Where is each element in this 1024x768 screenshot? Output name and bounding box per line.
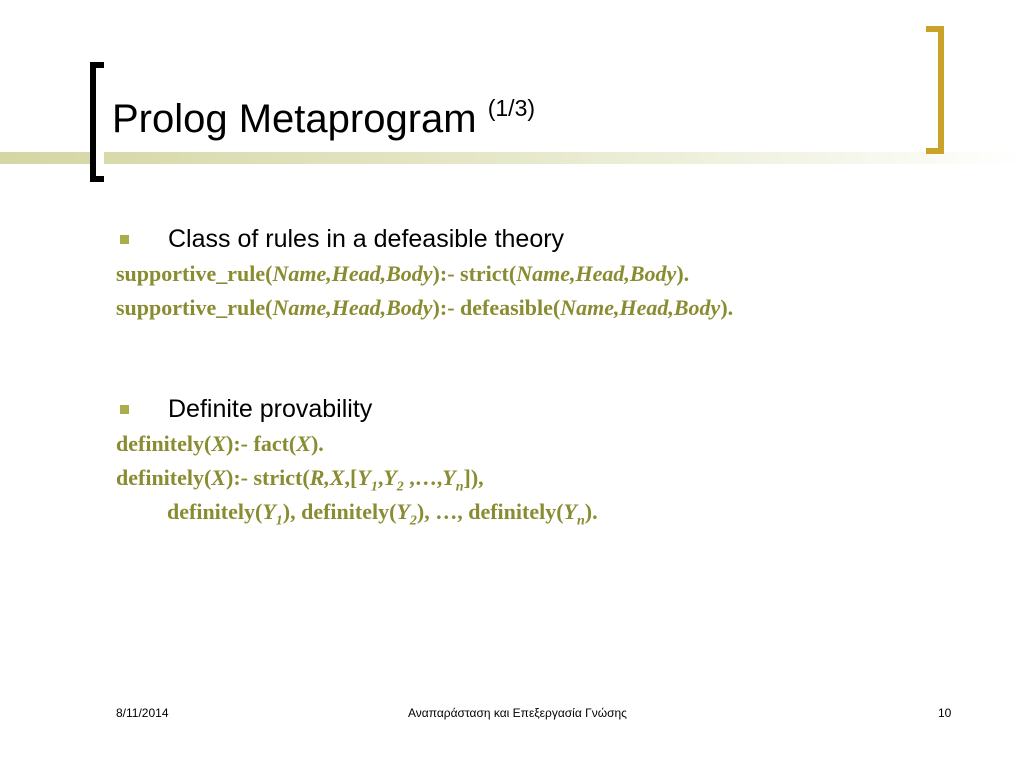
slide-title-text: Prolog Metaprogram xyxy=(112,97,477,141)
code-subscript: n xyxy=(455,479,464,495)
bullet-square-icon xyxy=(120,235,129,244)
code-token: ,…, xyxy=(403,465,443,490)
code-token: ):- fact( xyxy=(226,431,297,456)
code-token-italic: Y xyxy=(262,499,276,524)
left-bracket-decoration xyxy=(90,62,104,182)
code-token-italic: Name,Head,Body xyxy=(560,295,721,320)
code-token-italic: Name,Head,Body xyxy=(516,261,677,286)
code-token-italic: Y xyxy=(563,499,577,524)
code-line-definitely-continuation xyxy=(167,497,598,527)
code-token-italic: Y xyxy=(396,499,410,524)
code-token-italic: X xyxy=(211,431,227,456)
code-token-italic: X xyxy=(296,431,311,456)
code-token: , xyxy=(377,465,384,490)
code-subscript: 1 xyxy=(275,513,283,529)
code-token-italic: X xyxy=(211,465,227,490)
code-token-italic: Y xyxy=(383,465,397,490)
code-subscript: 1 xyxy=(370,479,378,495)
code-token: ). xyxy=(584,499,598,524)
code-token: ):- defeasible( xyxy=(432,295,561,320)
slide-title-part: (1/3) xyxy=(487,95,536,121)
code-token: ):- strict( xyxy=(226,465,310,490)
right-bracket-decoration xyxy=(926,26,944,154)
code-token-italic: Name,Head,Body xyxy=(272,261,433,286)
code-token-italic: Y xyxy=(442,465,456,490)
bullet-square-icon xyxy=(120,405,129,414)
code-token: ). xyxy=(676,261,690,286)
code-token: ,[ xyxy=(344,465,358,490)
footer-page-number: 10 xyxy=(938,706,952,720)
code-line-supportive-strict xyxy=(116,259,689,289)
footer-course-title: Αναπαράσταση και Επεξεργασία Γνώσης xyxy=(408,706,627,720)
code-token-italic: R,X xyxy=(309,465,345,490)
code-token: definitely( xyxy=(167,499,263,524)
code-token-italic: Name,Head,Body xyxy=(272,295,433,320)
code-line-definitely-strict xyxy=(116,463,484,493)
code-line-supportive-defeasible xyxy=(116,293,733,323)
code-token: ). xyxy=(720,295,734,320)
bullet-text: Definite provability xyxy=(168,395,373,423)
code-token: ). xyxy=(310,431,324,456)
title-underline-band xyxy=(0,152,1024,164)
code-token: ), …, definitely( xyxy=(416,499,564,524)
code-token: ), definitely( xyxy=(282,499,397,524)
code-token: supportive_rule( xyxy=(116,261,273,286)
slide-title xyxy=(112,95,536,141)
code-token: ):- strict( xyxy=(432,261,517,286)
code-token: definitely( xyxy=(116,465,212,490)
code-token: ]), xyxy=(463,465,484,490)
code-token: supportive_rule( xyxy=(116,295,273,320)
code-subscript: 2 xyxy=(409,513,417,529)
footer-date: 8/11/2014 xyxy=(116,706,169,720)
code-subscript: n xyxy=(577,513,585,529)
code-token-italic: Y xyxy=(357,465,371,490)
bullet-text: Class of rules in a defeasible theory xyxy=(168,225,565,253)
code-line-definitely-fact xyxy=(116,429,324,459)
code-subscript: 2 xyxy=(396,479,404,495)
code-token: definitely( xyxy=(116,431,212,456)
